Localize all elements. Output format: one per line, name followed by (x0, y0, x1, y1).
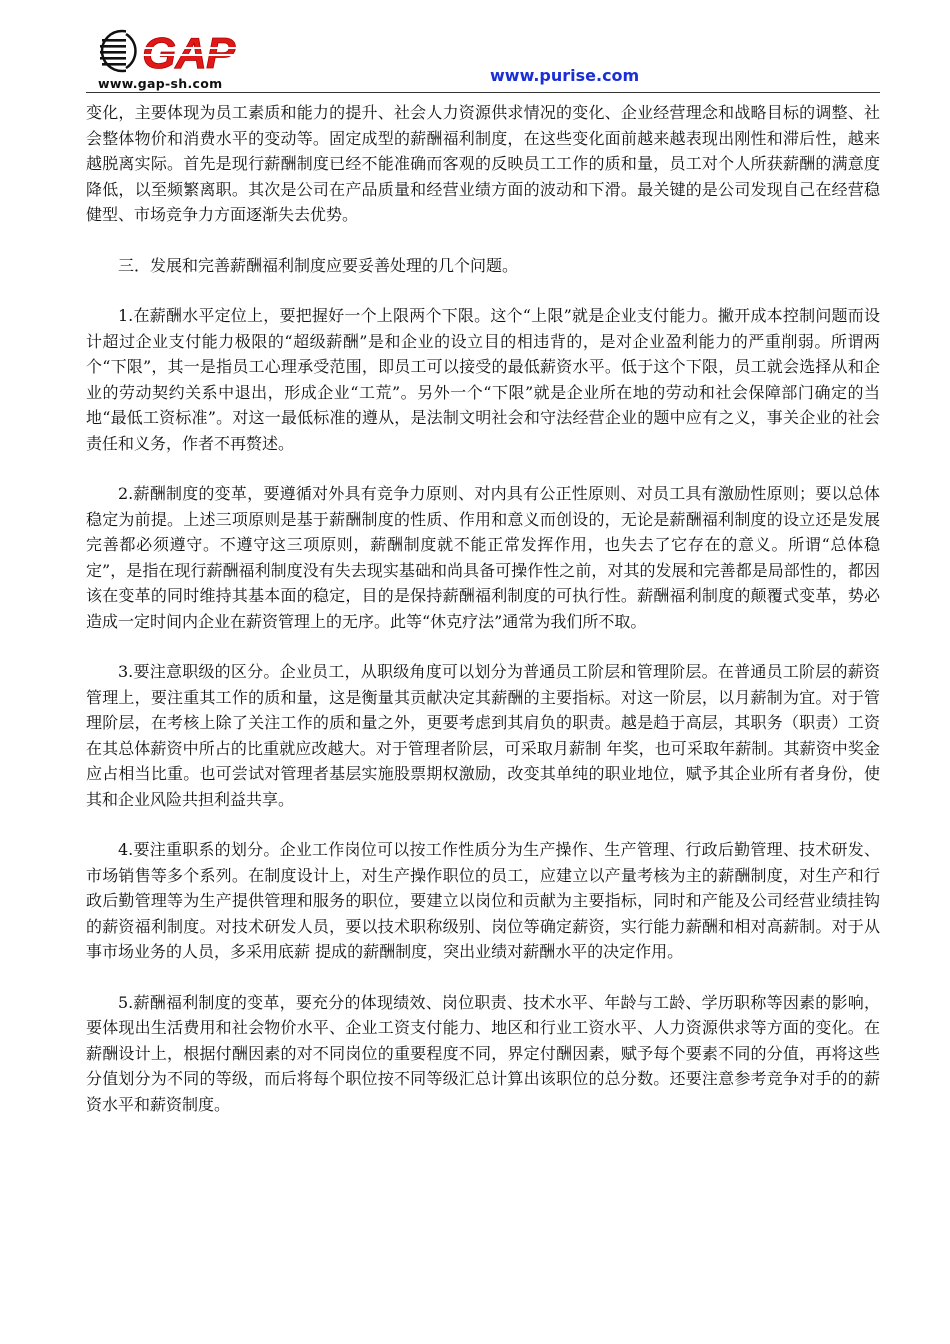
header-divider (86, 92, 880, 93)
gap-logo (96, 26, 256, 94)
gap-wordmark (140, 30, 252, 78)
paragraph-item-2: 2.薪酬制度的变革，要遵循对外具有竞争力原则、对内具有公正性原则、对员工具有激励性原则；要以总体稳定为前提。上述三项原则是基于薪酬制度的性质、作用和意义而创设的，无论是薪酬福利制度的设立还是发展完善都必须遵守。不遵守这三项原则，薪酬制度就不能正常发挥作用，也失去了它存在的意义。所谓“总体稳定”，是指在现行薪酬福利制度没有失去现实基础和尚具备可操作性之前，对其的发展和完善都是局部性的，都因该在变革的同时维持其基本面的稳定，目的是保持薪酬福利制度的可执行性。薪酬福利制度的颠覆式变革，势必造成一定时间内企业在薪资管理上的无序。此等“休克疗法”通常为我们所不取。 (86, 484, 880, 631)
gap-globe-icon (96, 26, 146, 80)
paragraph-item-4: 4.要注重职系的划分。企业工作岗位可以按工作性质分为生产操作、生产管理、行政后勤管理、技术研发、市场销售等多个系列。在制度设计上，对生产操作职位的员工，应建立以产量考核为主的薪酬制度，对生产和行政后勤管理等为生产提供管理和服务的职位，要建立以岗位和贡献为主要指标，同时和产能及公司经营业绩挂钩的薪资福利制度。对技术研发人员，要以技术职称级别、岗位等确定薪资，实行能力薪酬和相对高薪制。对于从事市场业务的人员，多采用底薪 提成的薪酬制度，突出业绩对薪酬水平的决定作用。 (86, 840, 880, 961)
paragraph-item-1: 1.在薪酬水平定位上，要把握好一个上限两个下限。这个“上限”就是企业支付能力。撇开成本控制问题而设计超过企业支付能力极限的“超级薪酬”是和企业的设立目的相违背的，是对企业盈利能力的严重削弱。所谓两个“下限”，其一是指员工心理承受范围，即员工可以接受的最低薪资水平。低于这个下限，员工就会选择从和企业的劳动契约关系中退出，形成企业“工荒”。另外一个“下限”就是企业所在地的劳动和社会保障部门确定的当地“最低工资标准”。对这一最低标准的遵从，是法制文明社会和守法经营企业的题中应有之义，事关企业的社会责任和义务，作者不再赘述。 (86, 306, 880, 453)
logo-url: www.gap-sh.com (98, 76, 223, 91)
page-header (0, 0, 950, 100)
paragraph-continuation: 变化，主要体现为员工素质和能力的提升、社会人力资源供求情况的变化、企业经营理念和战略目标的调整、社会整体物价和消费水平的变动等。固定成型的薪酬福利制度，在这些变化面前越来越表现出刚性和滞后性，越来越脱离实际。首先是现行薪酬制度已经不能准确而客观的反映员工工作的质和量，员工对个人所获薪酬的满意度降低，以至频繁离职。其次是公司在产品质量和经营业绩方面的波动和下滑。最关键的是公司发现自己在经营稳健型、市场竞争力方面逐渐失去优势。 (86, 103, 880, 224)
paragraph-item-3: 3.要注意职级的区分。企业员工，从职级角度可以划分为普通员工阶层和管理阶层。在普通员工阶层的薪资管理上，要注重其工作的质和量，这是衡量其贡献决定其薪酬的主要指标。对这一阶层，以月薪制为宜。对于管理阶层，在考核上除了关注工作的质和量之外，更要考虑到其肩负的职责。越是趋于高层，其职务（职责）工资在其总体薪资中所占的比重就应改越大。对于管理者阶层，可采取月薪制 年奖，也可采取年薪制。其薪资中奖金应占相当比重。也可尝试对管理者基层实施股票期权激励，改变其单纯的职业地位，赋予其企业所有者身份，使其和企业风险共担利益共享。 (86, 662, 880, 809)
document-body (86, 100, 880, 1142)
paragraph-item-5: 5.薪酬福利制度的变革，要充分的体现绩效、岗位职责、技术水平、年龄与工龄、学历职称等因素的影响，要体现出生活费用和社会物价水平、企业工资支付能力、地区和行业工资水平、人力资源供求等方面的变化。在薪酬设计上，根据付酬因素的对不同岗位的重要程度不同，界定付酬因素，赋予每个要素不同的分值，再将这些分值划分为不同的等级，而后将每个职位按不同等级汇总计算出该职位的总分数。还要注意参考竞争对手的的薪资水平和薪资制度。 (86, 992, 880, 1114)
section-heading: 三．发展和完善薪酬福利制度应要妥善处理的几个问题。 (118, 255, 519, 275)
site-url-link[interactable]: www.purise.com (490, 66, 640, 85)
